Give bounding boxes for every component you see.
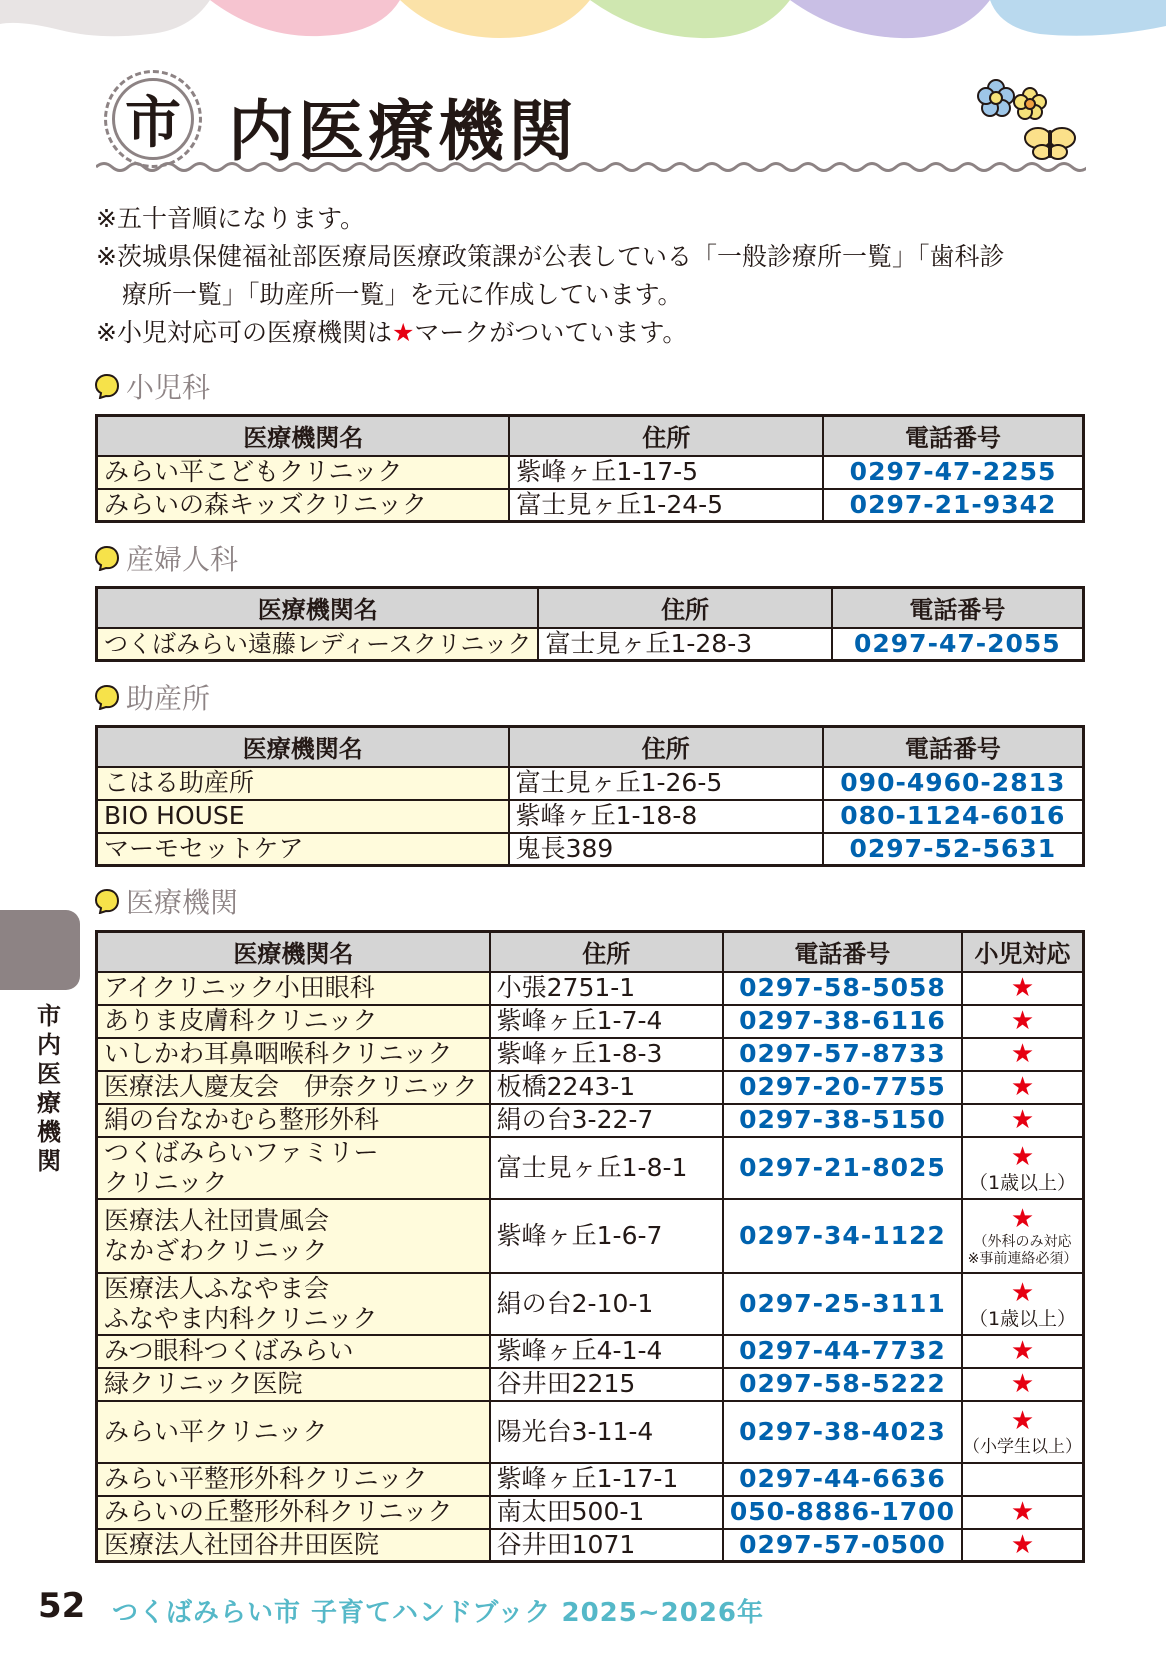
handbook-title: つくばみらい市 子育てハンドブック 2025~2026年 (112, 1598, 765, 1628)
kid-support-note: ※事前連絡必須） (967, 1250, 1078, 1267)
facility-name: アイクリニック小田眼科 (97, 972, 490, 1005)
note-line: 療所一覧」「助産所一覧」を元に作成しています。 (122, 280, 683, 309)
facility-name-line: 医療法人社団貴風会 (104, 1205, 330, 1235)
facility-tel[interactable]: 0297-57-8733 (723, 1038, 962, 1071)
side-index-tab (0, 910, 80, 990)
table-row (97, 800, 1084, 833)
section-title-obstetrics (94, 538, 238, 578)
table-header-row (97, 588, 1084, 628)
note-text: ※小児対応可の医療機関は (96, 318, 392, 347)
facility-name: みらい平整形外科クリニック (97, 1463, 490, 1496)
table-row (97, 1401, 1084, 1463)
facility-address: 谷井田1071 (490, 1529, 723, 1562)
table-row (97, 456, 1084, 489)
column-header: 医療機関名 (97, 932, 490, 972)
table-row (97, 1368, 1084, 1401)
kid-support-note: （1歳以上） (968, 1171, 1077, 1194)
page-header (96, 64, 1086, 174)
facility-name: 医療法人社団谷井田医院 (97, 1529, 490, 1562)
facility-name: 絹の台なかむら整形外科 (97, 1104, 490, 1137)
table-row (97, 972, 1084, 1005)
facility-name-line: クリニック (104, 1167, 228, 1197)
facility-name: みらいの丘整形外科クリニック (97, 1496, 490, 1529)
facility-address: 紫峰ヶ丘1-8-3 (490, 1038, 723, 1071)
facility-name: みらいの森キッズクリニック (97, 489, 510, 522)
facility-name (97, 1273, 490, 1335)
table-row (97, 1463, 1084, 1496)
facility-tel[interactable]: 0297-58-5222 (723, 1368, 962, 1401)
medical-table (95, 930, 1085, 1563)
title-badge (104, 70, 202, 168)
footer (0, 1582, 1166, 1642)
facility-address: 富士見ヶ丘1-8-1 (490, 1137, 723, 1199)
facility-name: こはる助産所 (97, 767, 509, 800)
kid-support-star: ★ (1010, 1203, 1035, 1234)
note-line: ※茨城県保健福祉部医療局医療政策課が公表している「一般診療所一覧」「歯科診 (96, 242, 1005, 271)
facility-name (97, 1137, 490, 1199)
kid-support-star: ★ (962, 1071, 1084, 1104)
facility-name: 緑クリニック医院 (97, 1368, 490, 1401)
facility-name (97, 1199, 490, 1273)
column-header: 医療機関名 (97, 588, 539, 628)
facility-address: 紫峰ヶ丘4-1-4 (490, 1335, 723, 1368)
facility-name: いしかわ耳鼻咽喉科クリニック (97, 1038, 490, 1071)
table-row (97, 1137, 1084, 1199)
title-divider (96, 160, 1086, 174)
column-header: 住所 (509, 727, 823, 767)
facility-name: 医療法人慶友会 伊奈クリニック (97, 1071, 490, 1104)
facility-tel[interactable]: 0297-34-1122 (723, 1199, 962, 1273)
facility-address: 絹の台3-22-7 (490, 1104, 723, 1137)
facility-tel[interactable]: 080-1124-6016 (823, 800, 1084, 833)
facility-tel[interactable]: 0297-21-9342 (823, 489, 1083, 522)
kid-support-cell (962, 1273, 1084, 1335)
kid-support-star: ★ (962, 1496, 1084, 1529)
kid-support-star: ★ (962, 1005, 1084, 1038)
section-title-text: 産婦人科 (126, 543, 239, 576)
facility-name-line: 医療法人ふなやま会 (104, 1273, 330, 1303)
column-header: 医療機関名 (97, 416, 510, 456)
notes (96, 200, 1096, 352)
facility-address: 紫峰ヶ丘1-6-7 (490, 1199, 723, 1273)
facility-tel[interactable]: 0297-57-0500 (723, 1529, 962, 1562)
section-title-text: 医療機関 (126, 886, 239, 919)
facility-address: 紫峰ヶ丘1-18-8 (509, 800, 823, 833)
midwifery-table (95, 725, 1085, 867)
facility-address: 板橋2243-1 (490, 1071, 723, 1104)
facility-name-line: なかざわクリニック (104, 1235, 328, 1265)
note-line (96, 314, 1096, 352)
facility-address: 谷井田2215 (490, 1368, 723, 1401)
column-header: 住所 (490, 932, 723, 972)
facility-tel[interactable]: 0297-38-6116 (723, 1005, 962, 1038)
facility-tel[interactable]: 0297-44-6636 (723, 1463, 962, 1496)
column-header: 医療機関名 (97, 727, 509, 767)
facility-tel[interactable]: 0297-38-4023 (723, 1401, 962, 1463)
facility-name-line: ふなやま内科クリニック (104, 1303, 378, 1333)
facility-address: 紫峰ヶ丘1-17-5 (509, 456, 823, 489)
column-header: 電話番号 (832, 588, 1084, 628)
bubble-bullet-icon (94, 545, 120, 571)
facility-name: ありま皮膚科クリニック (97, 1005, 490, 1038)
column-header: 電話番号 (723, 932, 962, 972)
facility-tel[interactable]: 0297-20-7755 (723, 1071, 962, 1104)
section-title-pediatrics (94, 366, 210, 406)
kid-support-star: ★ (962, 1529, 1084, 1562)
table-row (97, 1529, 1084, 1562)
facility-name: みらい平クリニック (97, 1401, 490, 1463)
section-title-midwifery (94, 677, 210, 717)
note-line: ※五十音順になります。 (96, 204, 365, 233)
table-header-row (97, 932, 1084, 972)
page-number: 52 (38, 1586, 86, 1626)
note-text: マークがついています。 (414, 318, 688, 347)
table-row (97, 1335, 1084, 1368)
column-header: 小児対応 (962, 932, 1084, 972)
section-title-text: 小児科 (126, 371, 211, 404)
column-header: 電話番号 (823, 727, 1084, 767)
facility-tel[interactable]: 0297-38-5150 (723, 1104, 962, 1137)
title-badge-kanji: 市 (112, 78, 194, 160)
facility-address: 富士見ヶ丘1-24-5 (509, 489, 823, 522)
facility-tel[interactable]: 0297-21-8025 (723, 1137, 962, 1199)
facility-name: みつ眼科つくばみらい (97, 1335, 490, 1368)
facility-tel[interactable]: 090-4960-2813 (823, 767, 1084, 800)
facility-tel[interactable]: 0297-25-3111 (723, 1273, 962, 1335)
facility-tel[interactable]: 0297-58-5058 (723, 972, 962, 1005)
facility-address: 紫峰ヶ丘1-7-4 (490, 1005, 723, 1038)
kid-support-star: ★ (1010, 1405, 1035, 1436)
facility-address: 南太田500-1 (490, 1496, 723, 1529)
facility-address: 富士見ヶ丘1-28-3 (538, 628, 831, 661)
kid-support-star: ★ (962, 1104, 1084, 1137)
facility-name: つくばみらい遠藤レディースクリニック (97, 628, 539, 661)
column-header: 住所 (538, 588, 831, 628)
kid-support-star (962, 1463, 1084, 1496)
section-title-medical (94, 881, 238, 921)
kid-support-star: ★ (1010, 1277, 1035, 1308)
column-header: 住所 (509, 416, 823, 456)
bubble-bullet-icon (94, 684, 120, 710)
obstetrics-table (95, 586, 1085, 662)
kid-support-cell (962, 1199, 1084, 1273)
table-row (97, 1496, 1084, 1529)
facility-tel[interactable]: 0297-52-5631 (823, 833, 1084, 866)
facility-tel[interactable]: 0297-47-2255 (823, 456, 1083, 489)
kid-support-note: （1歳以上） (968, 1307, 1077, 1330)
kid-support-star: ★ (962, 1368, 1084, 1401)
flower-butterfly-icon (972, 74, 1082, 164)
side-index-label: 市内医療機関 (37, 1002, 61, 1175)
facility-address: 鬼長389 (509, 833, 823, 866)
kid-support-note: （外科のみ対応 (973, 1233, 1072, 1250)
facility-name: マーモセットケア (97, 833, 509, 866)
facility-address: 富士見ヶ丘1-26-5 (509, 767, 823, 800)
kid-support-cell (962, 1401, 1084, 1463)
facility-tel[interactable]: 050-8886-1700 (723, 1496, 962, 1529)
column-header: 電話番号 (823, 416, 1083, 456)
bubble-bullet-icon (94, 888, 120, 914)
kid-support-star: ★ (1010, 1141, 1035, 1172)
kid-support-note: （小学生以上） (962, 1436, 1082, 1457)
star-icon: ★ (391, 318, 415, 347)
facility-address: 紫峰ヶ丘1-17-1 (490, 1463, 723, 1496)
table-row (97, 1199, 1084, 1273)
table-header-row (97, 416, 1084, 456)
table-row (97, 833, 1084, 866)
facility-tel[interactable]: 0297-47-2055 (832, 628, 1084, 661)
facility-tel[interactable]: 0297-44-7732 (723, 1335, 962, 1368)
facility-address: 絹の台2-10-1 (490, 1273, 723, 1335)
kid-support-star: ★ (962, 1335, 1084, 1368)
facility-name-line: つくばみらいファミリー (104, 1137, 379, 1167)
kid-support-star: ★ (962, 972, 1084, 1005)
table-row (97, 767, 1084, 800)
table-row (97, 1005, 1084, 1038)
table-row (97, 628, 1084, 661)
table-row (97, 1071, 1084, 1104)
kid-support-cell (962, 1137, 1084, 1199)
page-title: 内医療機関 (228, 93, 578, 170)
top-decoration (0, 0, 1166, 46)
pediatrics-table (95, 414, 1085, 523)
bubble-bullet-icon (94, 373, 120, 399)
table-header-row (97, 727, 1084, 767)
kid-support-star: ★ (962, 1038, 1084, 1071)
facility-name: みらい平こどもクリニック (97, 456, 510, 489)
facility-address: 小張2751-1 (490, 972, 723, 1005)
table-row (97, 1273, 1084, 1335)
section-title-text: 助産所 (126, 682, 211, 715)
table-row (97, 489, 1084, 522)
facility-name: BIO HOUSE (97, 800, 509, 833)
facility-address: 陽光台3-11-4 (490, 1401, 723, 1463)
table-row (97, 1104, 1084, 1137)
table-row (97, 1038, 1084, 1071)
